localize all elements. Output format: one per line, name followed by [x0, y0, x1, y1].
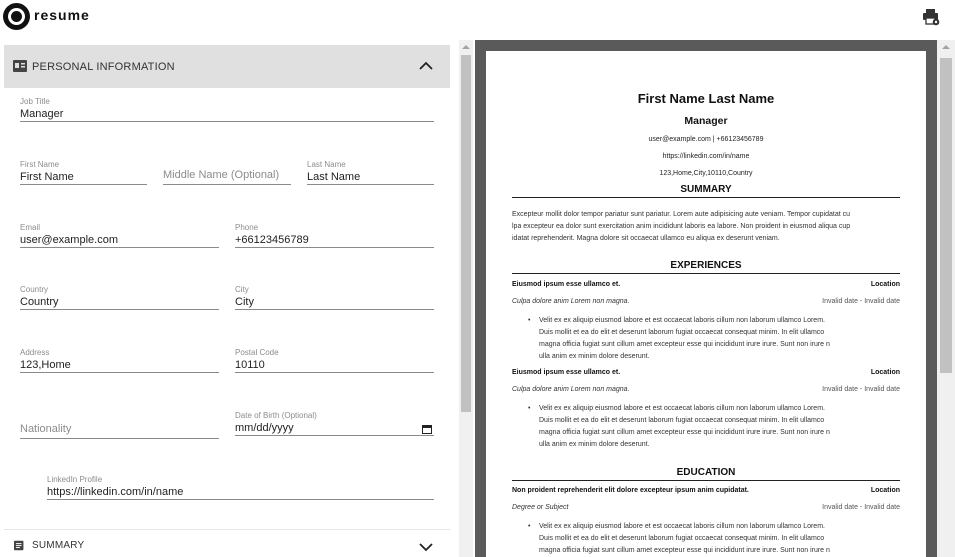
- app-title: resume: [34, 7, 90, 23]
- linkedin-label: LinkedIn Profile: [47, 475, 103, 484]
- date-of-birth-label: Date of Birth (Optional): [235, 411, 317, 420]
- summary-header[interactable]: [4, 529, 450, 557]
- experience-subtitle: Culpa dolore anim Lorem non magna.: [512, 298, 630, 305]
- education-title: Non proident reprehenderit elit dolore excepteur ipsum anim cupidatat.: [512, 487, 749, 494]
- experience-bullet-line: Duis mollit et ea do elit et deserunt laborum fugiat occaecat consequat minim. In elit ullamco: [539, 417, 825, 424]
- resume-summary-heading: SUMMARY: [512, 184, 900, 198]
- scroll-up-arrow[interactable]: [942, 45, 950, 49]
- email-label: Email: [20, 223, 41, 232]
- postal-code-label: Postal Code: [235, 348, 279, 357]
- city-field[interactable]: [235, 280, 434, 310]
- last-name-label: Last Name: [307, 160, 346, 169]
- scroll-up-arrow[interactable]: [462, 45, 470, 49]
- app-bar: [0, 0, 955, 34]
- first-name-input[interactable]: First Name: [20, 171, 74, 183]
- address-input[interactable]: 123,Home: [20, 359, 71, 371]
- experience-title: Eiusmod ipsum esse ullamco et.: [512, 281, 621, 288]
- resume-summary-line: lpa excepteur ea dolor sunt exercitation anim incididunt laboris ea labore. Non proident in eiusmod aliqua cup: [512, 223, 851, 230]
- date-of-birth-input[interactable]: mm/dd/yyyy: [235, 422, 294, 434]
- education-location: Location: [870, 487, 900, 494]
- date-of-birth-field[interactable]: [235, 406, 434, 436]
- experience-bullet-line: Duis mollit et ea do elit et deserunt laborum fugiat occaecat consequat minim. In elit ullamco: [539, 329, 825, 336]
- phone-field[interactable]: [235, 218, 434, 248]
- linkedin-input[interactable]: https://linkedin.com/in/name: [47, 486, 184, 498]
- experience-bullet: • Velit ex ex aliquip eiusmod labore et est occaecat laboris cillum non laborum ullamco Lorem.: [539, 403, 874, 415]
- country-field[interactable]: [20, 280, 219, 310]
- resume-name: First Name Last Name: [637, 91, 775, 106]
- resume-summary-line: Excepteur mollit dolor tempor pariatur sunt pariatur. Lorem aute adipisicing aute veniam. Tempor cupidatat cu: [512, 211, 850, 218]
- experience-bullet-line: ulla anim ex minim dolore deserunt.: [539, 353, 650, 360]
- job-title-field[interactable]: [20, 92, 434, 122]
- experience-bullet-line: magna officia fugiat sunt cillum amet excepteur esse qui incididunt irure irure. Sunt non irure n: [539, 429, 830, 436]
- contact-card-icon: [13, 60, 27, 72]
- linkedin-field[interactable]: [47, 470, 434, 500]
- summary-label: SUMMARY: [32, 540, 85, 551]
- resume-address: 123,Home,City,10110,Country: [659, 170, 753, 177]
- country-input[interactable]: Country: [20, 296, 59, 308]
- experience-location: Location: [870, 369, 900, 376]
- editor-panel: [4, 45, 450, 557]
- personal-information-header[interactable]: [4, 45, 450, 88]
- country-label: Country: [20, 285, 49, 294]
- scrollbar-thumb[interactable]: [461, 55, 471, 412]
- first-name-field[interactable]: [20, 155, 147, 185]
- city-label: City: [235, 285, 249, 294]
- nationality-input[interactable]: Nationality: [20, 423, 72, 435]
- resume-contact: user@example.com | +66123456789: [648, 136, 764, 143]
- postal-code-input[interactable]: 10110: [235, 359, 265, 371]
- experience-dates: Invalid date - Invalid date: [822, 386, 900, 393]
- print-settings-icon[interactable]: [922, 8, 940, 26]
- last-name-input[interactable]: Last Name: [307, 171, 361, 183]
- resume-experiences-heading: EXPERIENCES: [512, 260, 900, 274]
- education-bullet-line: magna officia fugiat sunt cillum amet excepteur esse qui incididunt irure irure. Sunt non irure n: [539, 547, 830, 554]
- job-title-label: Job Title: [20, 97, 50, 106]
- education-subtitle: Degree or Subject: [512, 504, 569, 511]
- chevron-down-icon[interactable]: [418, 540, 434, 554]
- experience-bullet-line: ulla anim ex minim dolore deserunt.: [539, 441, 650, 448]
- nationality-field[interactable]: [20, 409, 219, 439]
- job-title-input[interactable]: Manager: [20, 108, 64, 120]
- education-bullet: • Velit ex ex aliquip eiusmod labore et est occaecat laboris cillum non laborum ullamco Lorem.: [539, 521, 874, 533]
- first-name-label: First Name: [20, 160, 60, 169]
- experience-subtitle: Culpa dolore anim Lorem non magna.: [512, 386, 630, 393]
- experience-dates: Invalid date - Invalid date: [822, 298, 900, 305]
- address-label: Address: [20, 348, 50, 357]
- logo-icon[interactable]: [3, 3, 30, 30]
- experience-title: Eiusmod ipsum esse ullamco et.: [512, 369, 621, 376]
- chevron-up-icon[interactable]: [418, 59, 434, 73]
- last-name-field[interactable]: [307, 155, 434, 185]
- phone-label: Phone: [235, 223, 259, 232]
- postal-code-field[interactable]: [235, 343, 434, 373]
- education-dates: Invalid date - Invalid date: [822, 504, 900, 511]
- email-input[interactable]: user@example.com: [20, 234, 118, 246]
- resume-page: [486, 51, 926, 557]
- resume-linkedin: https://linkedin.com/in/name: [662, 153, 750, 160]
- scrollbar-thumb[interactable]: [940, 58, 952, 373]
- personal-information-label: PERSONAL INFORMATION: [32, 60, 175, 73]
- editor-scrollbar[interactable]: [459, 40, 473, 557]
- address-field[interactable]: [20, 343, 219, 373]
- experience-bullet: • Velit ex ex aliquip eiusmod labore et est occaecat laboris cillum non laborum ullamco Lorem.: [539, 315, 874, 327]
- experience-location: Location: [870, 281, 900, 288]
- resume-preview: [475, 40, 937, 557]
- phone-input[interactable]: +66123456789: [235, 234, 309, 246]
- education-bullet-line: Duis mollit et ea do elit et deserunt laborum fugiat occaecat consequat minim. In elit ullamco: [539, 535, 825, 542]
- preview-scrollbar[interactable]: [937, 40, 955, 557]
- middle-name-field[interactable]: [163, 155, 291, 185]
- resume-job-title: Manager: [684, 115, 728, 127]
- middle-name-input[interactable]: Middle Name (Optional): [163, 169, 280, 181]
- calendar-icon[interactable]: [422, 424, 432, 434]
- email-field[interactable]: [20, 218, 219, 248]
- article-icon: [14, 540, 25, 551]
- experience-bullet-line: magna officia fugiat sunt cillum amet excepteur esse qui incididunt irure irure. Sunt non irure n: [539, 341, 830, 348]
- resume-summary-line: idatat reprehenderit. Magna dolore sit occaecat ullamco eu aliqua ex deserunt veniam.: [512, 235, 780, 242]
- resume-education-heading: EDUCATION: [512, 467, 900, 481]
- city-input[interactable]: City: [235, 296, 254, 308]
